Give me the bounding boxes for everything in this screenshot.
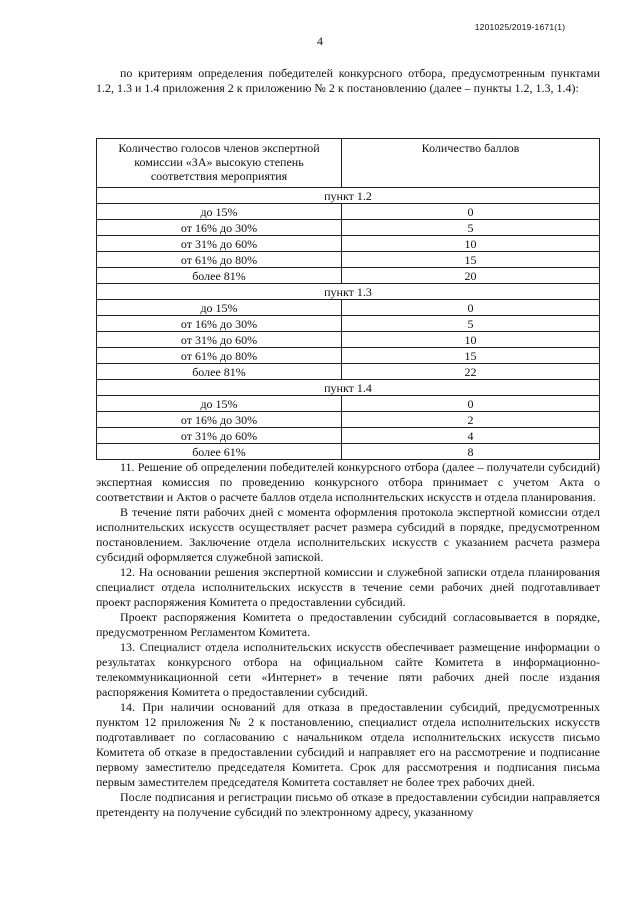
paragraph-refusal-letter: После подписания и регистрации письмо об отказе в предоставлении субсидии направляется претенденту на получение субсидий по электронному адресу, указанному	[96, 790, 600, 819]
score-cell: 10	[342, 236, 600, 252]
score-table	[96, 138, 600, 460]
section-title: пункт 1.2	[97, 188, 600, 204]
table-row	[97, 428, 600, 444]
page-number: 4	[317, 34, 323, 48]
score-cell: 0	[342, 204, 600, 220]
range-cell: от 31% до 60%	[97, 236, 342, 252]
table-row	[97, 252, 600, 268]
range-cell: от 61% до 80%	[97, 348, 342, 364]
range-cell: от 16% до 30%	[97, 316, 342, 332]
table-row	[97, 348, 600, 364]
table-row	[97, 412, 600, 428]
section-title: пункт 1.3	[97, 284, 600, 300]
score-cell: 0	[342, 396, 600, 412]
range-cell: от 16% до 30%	[97, 220, 342, 236]
table-row	[97, 268, 600, 284]
table-header-row	[97, 139, 600, 188]
table-row	[97, 332, 600, 348]
range-cell: от 31% до 60%	[97, 332, 342, 348]
table-row	[97, 444, 600, 460]
section-row	[97, 284, 600, 300]
paragraph-11: 11. Решение об определении победителей конкурсного отбора (далее – получатели субсидий) экспертная комиссия по проведению конкурсного отбора принимает с учетом Акта о соответствии и Актов о расчете баллов отдела исполнительских искусств и отдела планирования.	[96, 460, 600, 504]
section-row	[97, 380, 600, 396]
table-row	[97, 300, 600, 316]
paragraph-12: 12. На основании решения экспертной комиссии и служебной записки отдела планирования специалист отдела исполнительских искусств в течение семи рабочих дней подготавливает проект распоряжения Комитета о предоставлении субсидий.	[96, 565, 600, 609]
header-votes: Количество голосов членов экспертной комиссии «ЗА» высокую степень соответствия мероприятия	[97, 139, 342, 188]
range-cell: от 31% до 60%	[97, 428, 342, 444]
body-text	[96, 460, 600, 820]
score-cell: 10	[342, 332, 600, 348]
paragraph-approval: Проект распоряжения Комитета о предоставлении субсидий согласовывается в порядке, предусмотренном Регламентом Комитета.	[96, 610, 600, 639]
table-row	[97, 236, 600, 252]
paragraph-14: 14. При наличии оснований для отказа в предоставлении субсидий, предусмотренных пунктом 12 приложения № 2 к постановлению, специалист отдела исполнительских искусств подготавливает по согласованию с начальником отдела исполнительских искусств письмо Комитета об отказе в предоставлении субсидий и направляет его на рассмотрение и подписание первому заместителю председателя Комитета. Срок для рассмотрения и подписания письма первым заместителем председателя Комитета составляет не более трех рабочих дней.	[96, 700, 600, 789]
section-title: пункт 1.4	[97, 380, 600, 396]
table-row	[97, 364, 600, 380]
table-row	[97, 220, 600, 236]
score-cell: 5	[342, 220, 600, 236]
range-cell: до 15%	[97, 300, 342, 316]
table-row	[97, 204, 600, 220]
paragraph-calculation: В течение пяти рабочих дней с момента оформления протокола экспертной комиссии отдел исполнительских искусств осуществляет расчет размера субсидий в порядке, предусмотренном постановлением. Заключение отдела исполнительских искусств с указанием расчета размера субсидий оформляется служебной запиской.	[96, 505, 600, 564]
range-cell: до 15%	[97, 204, 342, 220]
range-cell: до 15%	[97, 396, 342, 412]
score-cell: 8	[342, 444, 600, 460]
score-cell: 15	[342, 348, 600, 364]
score-cell: 20	[342, 268, 600, 284]
score-cell: 0	[342, 300, 600, 316]
range-cell: от 61% до 80%	[97, 252, 342, 268]
range-cell: более 61%	[97, 444, 342, 460]
score-cell: 4	[342, 428, 600, 444]
score-cell: 15	[342, 252, 600, 268]
score-cell: 2	[342, 412, 600, 428]
range-cell: более 81%	[97, 364, 342, 380]
document-id: 1201025/2019-1671(1)	[474, 22, 566, 32]
table-row	[97, 396, 600, 412]
section-row	[97, 188, 600, 204]
table-row	[97, 316, 600, 332]
range-cell: более 81%	[97, 268, 342, 284]
header-points: Количество баллов	[342, 139, 600, 188]
intro-paragraph: по критериям определения победителей конкурсного отбора, предусмотренным пунктами 1.2, 1.3 и 1.4 приложения 2 к приложению № 2 к постановлению (далее – пункты 1.2, 1.3, 1.4):	[96, 66, 600, 95]
score-cell: 5	[342, 316, 600, 332]
paragraph-13: 13. Специалист отдела исполнительских искусств обеспечивает размещение информации о результатах конкурсного отбора на официальном сайте Комитета в информационно-телекоммуникационной сети «Интернет» в течение пяти рабочих дней после издания распоряжения Комитета о предоставлении субсидий.	[96, 640, 600, 699]
range-cell: от 16% до 30%	[97, 412, 342, 428]
score-cell: 22	[342, 364, 600, 380]
